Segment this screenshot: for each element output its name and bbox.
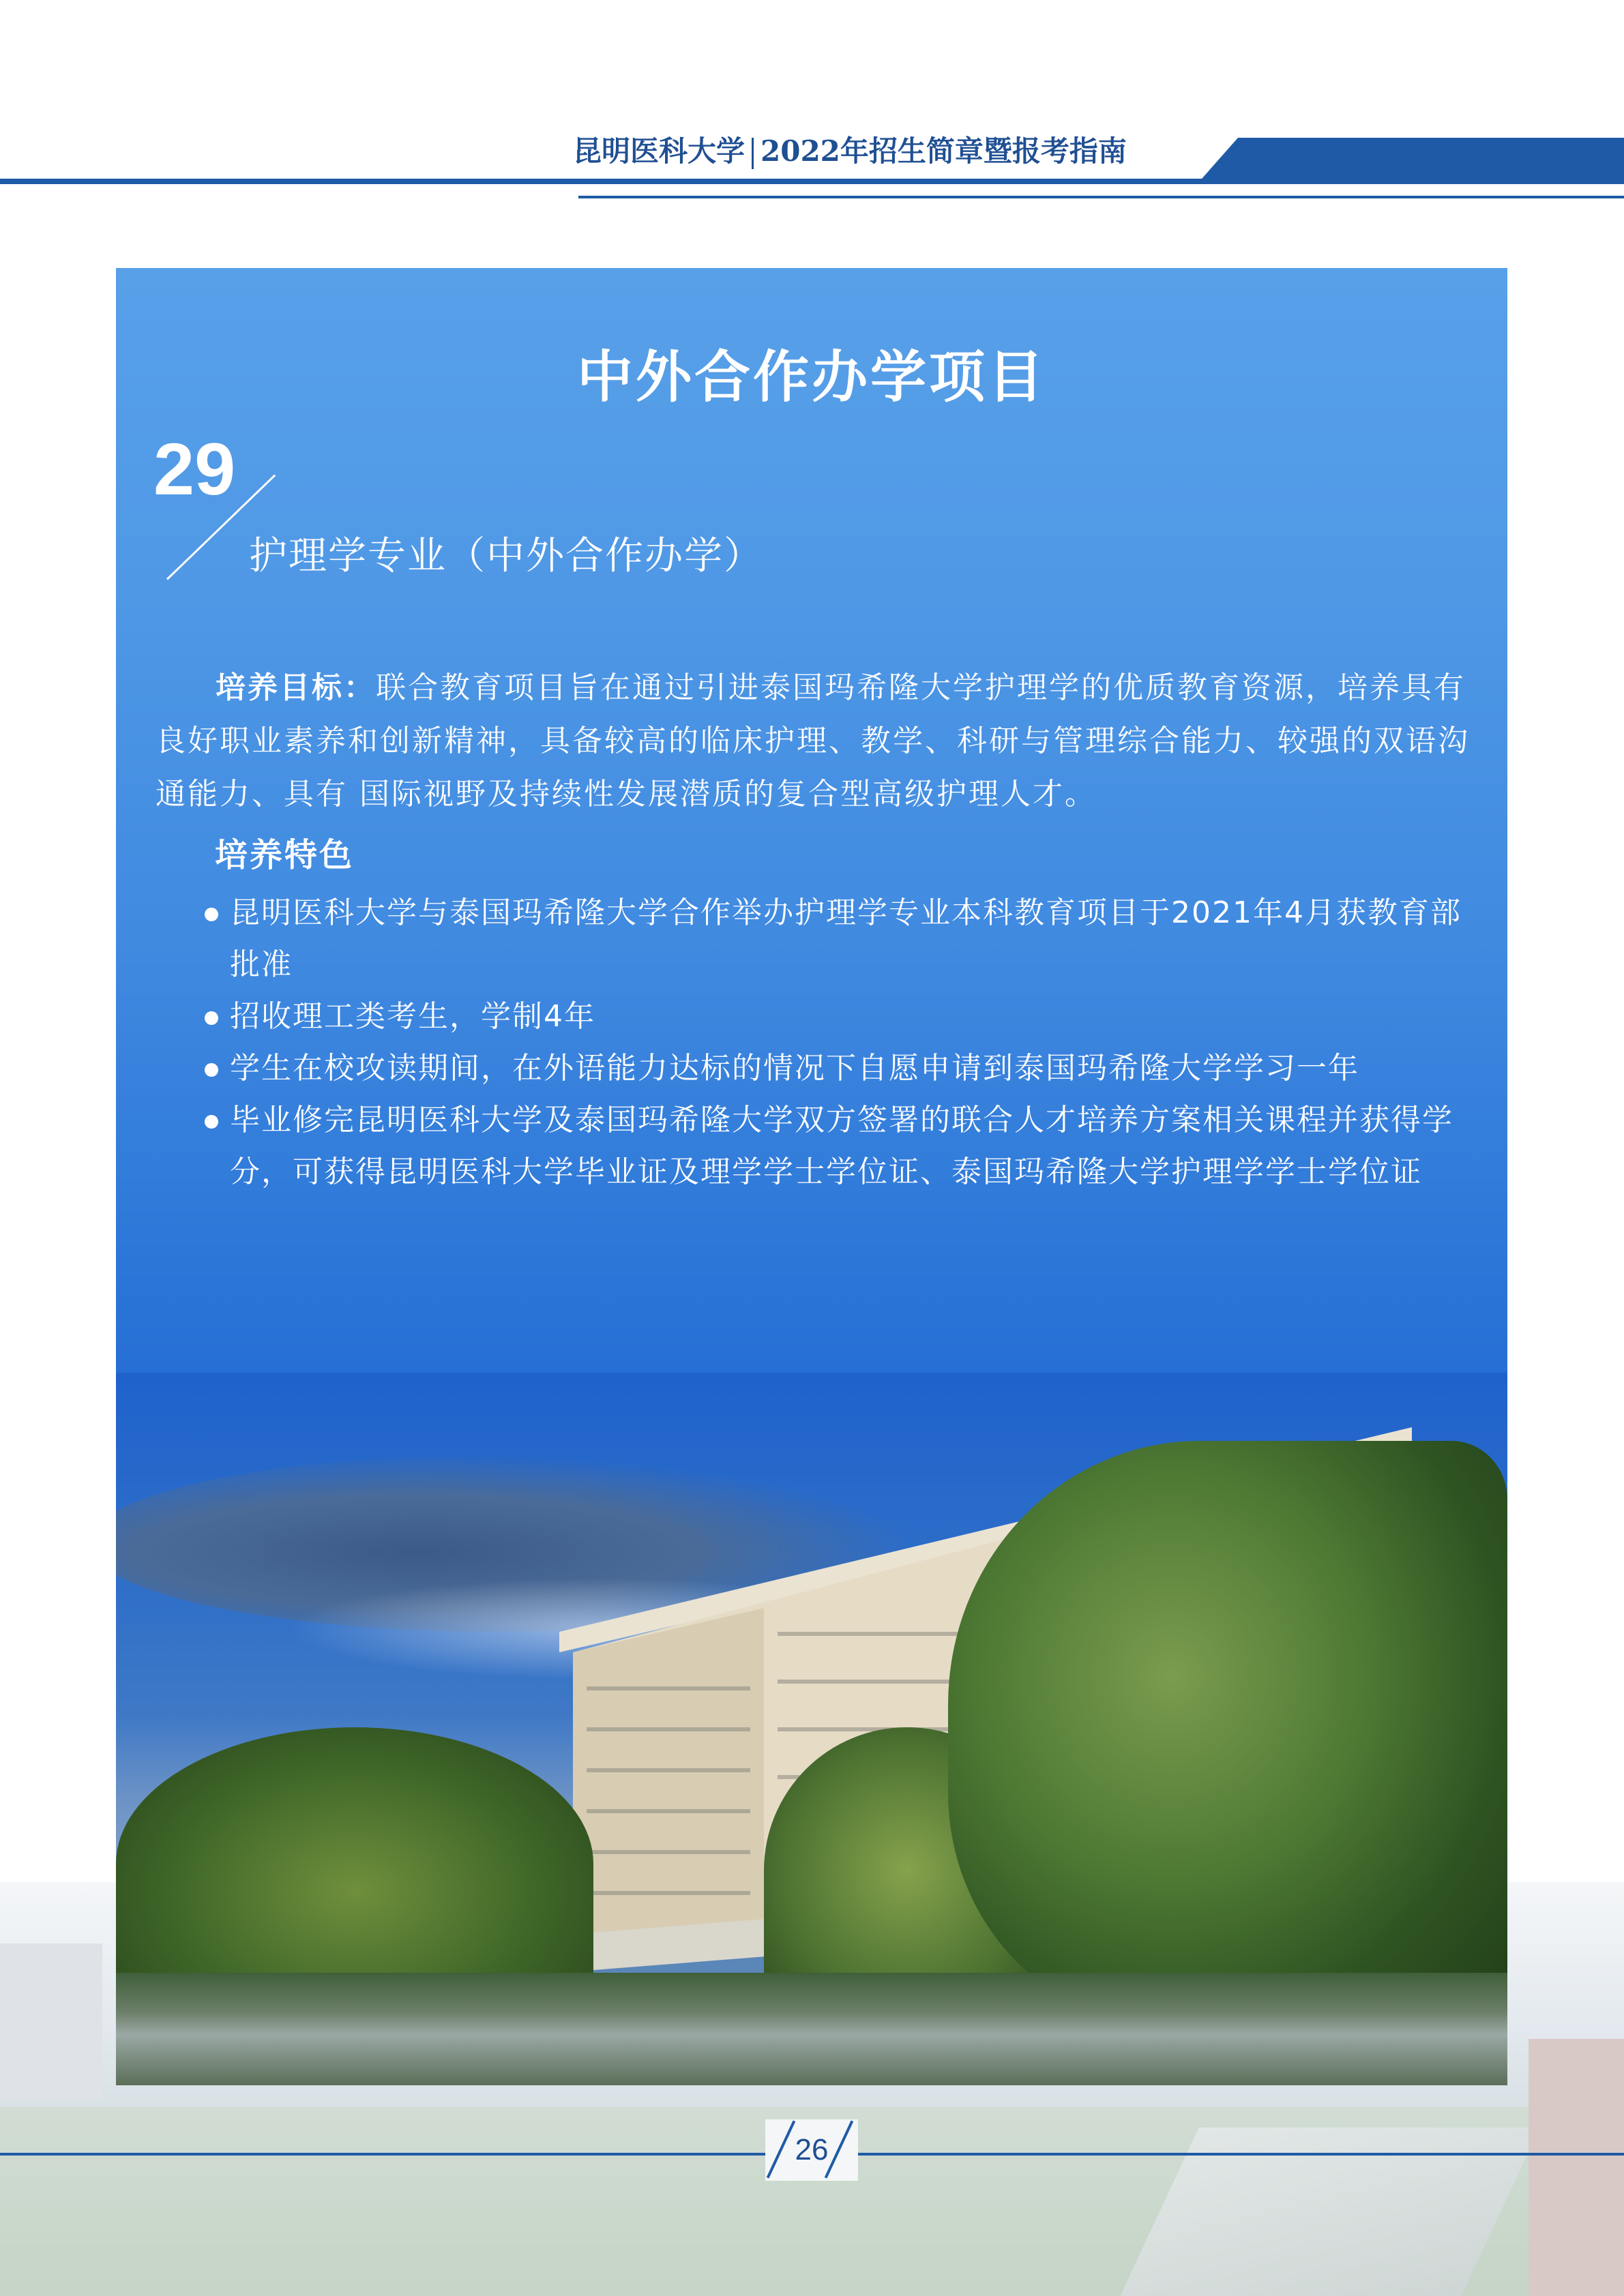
header-guide-title: 2022年招生简章暨报考指南 <box>761 134 1127 168</box>
header-rule-thin <box>578 196 1624 198</box>
features-heading: 培养特色 <box>215 836 355 874</box>
feature-item: 招收理工类考生，学制4年 <box>201 991 1483 1043</box>
feature-item: 毕业修完昆明医科大学及泰国玛希隆大学双方签署的联合人才培养方案相关课程并获得学分，可获得昆明医科大学毕业证及理学学士学位证、泰国玛希隆大学护理学学士学位证 <box>201 1094 1483 1198</box>
feature-item: 学生在校攻读期间，在外语能力达标的情况下自愿申请到泰国玛希隆大学学习一年 <box>201 1043 1483 1094</box>
training-goal-label: 培养目标： <box>216 670 376 705</box>
major-number: 29 <box>153 428 236 510</box>
feature-item: 昆明医科大学与泰国玛希隆大学合作举办护理学专业本科教育项目于2021年4月获教育部批准 <box>201 887 1483 991</box>
major-name: 护理学专业（中外合作办学） <box>249 534 763 578</box>
header-rule <box>0 179 1624 184</box>
section-title: 中外合作办学项目 <box>576 345 1046 410</box>
header-accent-bar <box>1197 138 1624 184</box>
content-panel <box>116 268 1507 2085</box>
page-number: 26 <box>795 2133 829 2166</box>
features-list <box>201 887 1483 1198</box>
header-separator <box>752 138 754 169</box>
training-goal-paragraph <box>156 661 1479 821</box>
header-school-name: 昆明医科大学 <box>573 134 745 168</box>
training-goal-text: 联合教育项目旨在通过引进泰国玛希隆大学护理学的优质教育资源，培养具有良好职业素养和创新精神，具备较高的临床护理、教学、科研与管理综合能力、较强的双语沟通能力、具有 国际视野及持续性发展潜质的复合型高级护理人才。 <box>156 670 1470 811</box>
campus-photo <box>116 1373 1507 2085</box>
header-title <box>573 131 1127 172</box>
